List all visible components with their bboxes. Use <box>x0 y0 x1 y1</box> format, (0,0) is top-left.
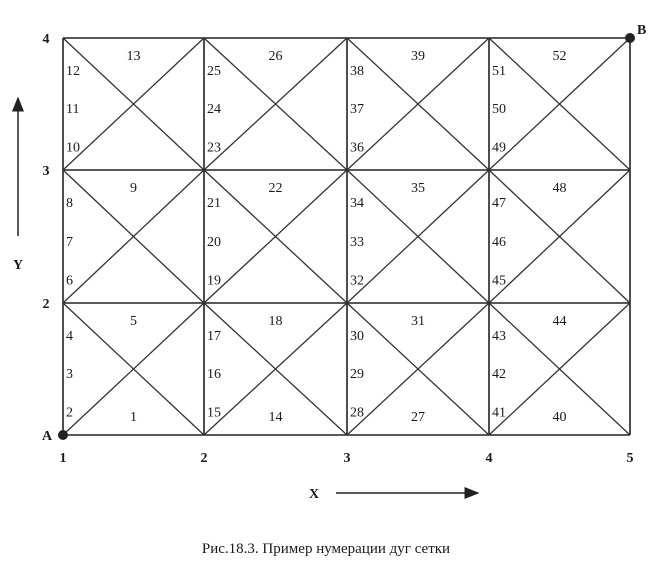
horizontal-arc-label: 9 <box>130 181 137 196</box>
vertical-arc-label: 11 <box>66 102 80 118</box>
vertical-arc-label: 45 <box>492 273 506 289</box>
grid-lines <box>63 38 630 435</box>
vertical-arc-label: 41 <box>492 405 506 421</box>
x-tick-label: 2 <box>200 451 208 466</box>
y-tick-label: 3 <box>42 164 50 179</box>
vertical-arc-label: 19 <box>207 273 221 289</box>
y-axis-label: Y <box>13 258 24 273</box>
axis-ticks <box>43 32 634 466</box>
vertical-arc-label: 12 <box>66 63 80 79</box>
vertical-arc-label: 32 <box>350 273 364 289</box>
node-a-label: A <box>42 429 53 444</box>
node-b-label: B <box>637 23 647 38</box>
vertical-arc-label: 25 <box>207 63 221 79</box>
vertical-arc-label: 2 <box>66 405 73 421</box>
horizontal-arc-label: 13 <box>126 49 141 64</box>
vertical-arc-label: 7 <box>66 234 73 250</box>
vertical-arc-label: 16 <box>207 367 221 383</box>
horizontal-arc-label: 5 <box>130 314 137 329</box>
vertical-arc-label: 8 <box>66 196 73 212</box>
vertical-arc-label: 51 <box>492 63 506 79</box>
horizontal-arc-label: 26 <box>268 49 283 64</box>
vertical-arc-label: 42 <box>492 367 506 383</box>
node-b-dot <box>625 33 635 43</box>
horizontal-arc-label: 39 <box>411 49 425 64</box>
vertical-arc-label: 24 <box>207 102 221 118</box>
horizontal-arc-label: 27 <box>411 410 425 425</box>
vertical-arc-label: 6 <box>66 273 73 289</box>
horizontal-arc-label: 35 <box>411 181 425 196</box>
horizontal-arc-label: 48 <box>552 181 567 196</box>
vertical-arc-label: 33 <box>350 234 364 250</box>
vertical-arc-label: 38 <box>350 63 364 79</box>
horizontal-arc-label: 14 <box>268 410 283 425</box>
horizontal-arc-label: 31 <box>411 314 425 329</box>
horizontal-arc-label: 1 <box>130 410 137 425</box>
vertical-arc-label: 36 <box>350 140 364 156</box>
vertical-arc-label: 21 <box>207 196 221 212</box>
vertical-arc-label: 50 <box>492 102 506 118</box>
vertical-arc-label: 23 <box>207 140 221 156</box>
vertical-arc-label: 29 <box>350 367 364 383</box>
node-a-dot <box>58 430 68 440</box>
x-tick-label: 5 <box>626 451 634 466</box>
horizontal-arc-label: 40 <box>552 410 567 425</box>
x-tick-label: 1 <box>59 451 67 466</box>
figure-caption: Рис.18.3. Пример нумерации дуг сетки <box>201 541 451 557</box>
horizontal-arc-label: 52 <box>552 49 567 64</box>
vertical-arc-label: 15 <box>207 405 221 421</box>
horizontal-arc-label: 18 <box>268 314 283 329</box>
x-tick-label: 3 <box>343 451 351 466</box>
vertical-arc-label: 46 <box>492 234 506 250</box>
y-tick-label: 2 <box>42 297 50 312</box>
y-tick-label: 4 <box>42 32 50 47</box>
horizontal-arc-label: 22 <box>268 181 283 196</box>
vertical-arc-label: 47 <box>492 196 506 212</box>
vertical-arc-label: 28 <box>350 405 364 421</box>
vertical-arc-label: 30 <box>350 328 364 344</box>
vertical-arc-label: 17 <box>207 328 221 344</box>
vertical-arc-label: 43 <box>492 328 506 344</box>
arc-labels <box>66 49 567 425</box>
x-axis-label: X <box>309 487 320 502</box>
vertical-arc-label: 4 <box>66 328 73 344</box>
vertical-arc-label: 34 <box>350 196 364 212</box>
x-tick-label: 4 <box>485 451 493 466</box>
horizontal-arc-label: 44 <box>552 314 567 329</box>
vertical-arc-label: 49 <box>492 140 506 156</box>
vertical-arc-label: 20 <box>207 234 221 250</box>
vertical-arc-label: 3 <box>66 367 73 383</box>
vertical-arc-label: 10 <box>66 140 80 156</box>
vertical-arc-label: 37 <box>350 102 364 118</box>
